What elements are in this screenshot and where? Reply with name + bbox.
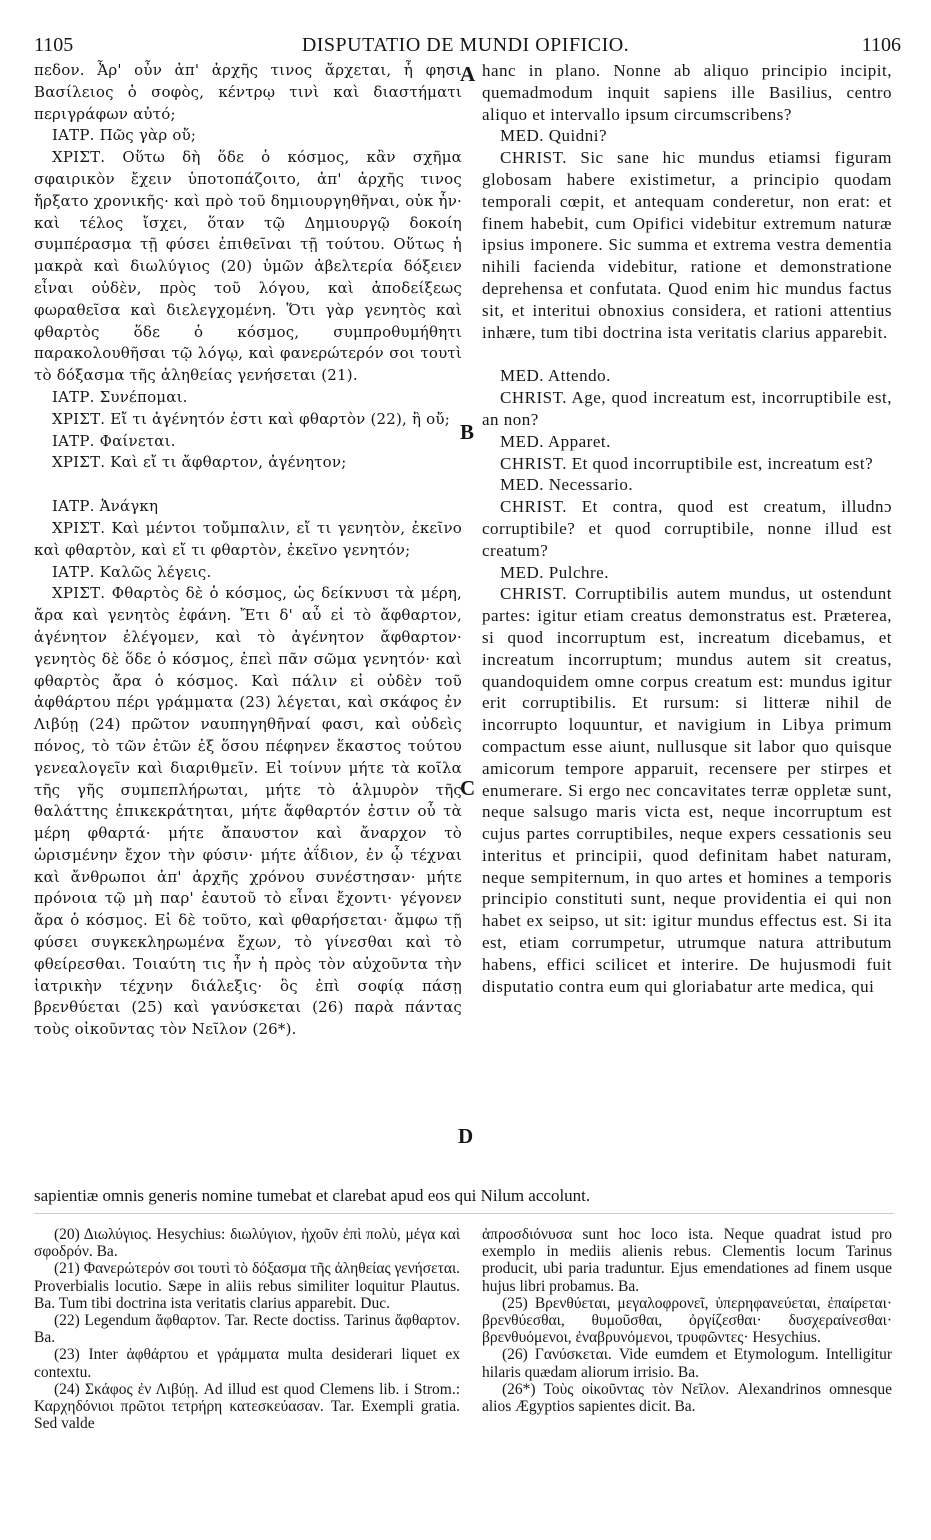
left-footnote: (20) Διωλύγιος. Hesychius: διωλύγιον, ἠχοῦν ἐπὶ πολὺ, μέγα καὶ σφοδρόν. Ba. <box>34 1226 460 1261</box>
greek-paragraph: ΧΡΙΣΤ. Φθαρτὸς δὲ ὁ κόσμος, ὡς δείκνυσι τὰ μέρη, ἄρα καὶ γενητὸς ἐφάνη. Ἔτι δ' αὖ εἰ τὸ ἄφθαρτον, ἀγένητον ἐλέγομεν, καὶ τὸ ἀγένητον ἄφθαρτον· γενητὸς δὲ ὅδε ὁ κόσμος, ἐπεὶ πᾶν σῶμα γενητόν· καὶ φθαρτὸς ἄρα ὁ κόσμος. Καὶ πάλιν εἰ οὐδὲν τοῦ ἀφθάρτου πέρι γράμματα (23) λέγεται, καὶ σκάφος ἐν Λιβύῃ (24) πρῶτον ναυπηγηθῆναί φασι, καὶ οὐδεὶς πόνος, τὸ τῶν ἐτῶν ἐξ ὅσου πέφηνεν ἕκαστος τούτου γενεαλογεῖν καὶ διαριθμεῖν. Εἰ τοίνυν μήτε τὰ κοῖλα τῆς γῆς συμπεπλήρωται, μήτε τὸ ἁλμυρὸν τῆς θαλάττης ἐπικεκράτηται, μήτε ἄφθαρτόν ἐστιν οὗ τὰ μέρη φθαρτά· μήτε ἄπαυστον καὶ ἄναρχον τὸ ὡρισμένην ἔχον τὴν φύσιν· μήτε ἀΐδιον, ἐν ᾧ τέχναι καὶ ἄνθρωποι ἀπ' ἀρχῆς χρόνου συνέστησαν· μήτε πρόνοια τῷ μὴ παρ' ἑαυτοῦ τὸ εἶναι ἔχοντι· γέγονεν ἄρα ὁ κόσμος. Εἰ δὲ τοῦτο, καὶ φθαρήσεται· ἄμφω τῇ φύσει συγκεκληρωμένα ἔχων, τὸ γίνεσθαι καὶ τὸ φθείρεσθαι. Τοιαύτη τις ἦν ἡ πρὸς τὸν αὐχοῦντα τὴν ἰατρικὴν τέχνην διάλεξις· ὃς ἐπὶ σοφίᾳ πάσῃ βρενθύεται (25) καὶ γανύσκεται (26) παρὰ πάντας τοὺς οἰκοῦντας τὸν Νεῖλον (26*). <box>34 584 462 1039</box>
latin-paragraph: MED. Attendo. <box>500 366 611 386</box>
left-footnote: (24) Σκάφος ἐν Λιβύῃ. Ad illud est quod Clemens lib. i Strom.: Καρχηδόνιοι πρῶτοι τετρήρη κατεσκεύασαν. Tar. Exempli gratia. Sed valde <box>34 1380 460 1433</box>
greek-paragraph: ΙΑΤΡ. Πῶς γὰρ οὔ; <box>52 126 197 145</box>
latin-paragraph: CHRIST. Sic sane hic mundus etiamsi figuram globosam habere existimetur, a principio quodam temporali cœpit, et antequam conderetur, non erat: et finem habebit, cum Opifici videbitur extremum naturæ ipsius imponere. Sic summa et extrema vestra dementia nihili facienda videbitur, ratione et demonstratione deprehensa et confutata. Quod enim hic mundus factus sit, et interitui obnoxius considera, et rationi attentius inhære, tum tibi doctrina ista veritatis clarius apparebit. <box>482 148 892 342</box>
latin-paragraph: MED. Pulchre. <box>500 562 609 582</box>
latin-paragraph: hanc in plano. Nonne ab aliquo principio incipit, quemadmodum inquit sapiens ille Basilius, centro aliquo et intervallo ipsum circumscribens? <box>482 61 892 124</box>
left-footnote: (23) Inter ἀφθάρτου et γράμματα multa desiderari liquet ex contextu. <box>34 1346 460 1381</box>
greek-paragraph: ΧΡΙΣΤ. Οὕτω δὴ ὅδε ὁ κόσμος, κἂν σχῆμα σφαιρικὸν ἔχειν ὑποτοπάζοιτο, ἀπ' ἀρχῆς τινος ἤρξατο χρονικῆς· καὶ πρὸ τοῦ δημιουργηθῆναι, οὐκ ἦν· καὶ τέλος ἴσχει, ὅταν τῷ Δημιουργῷ δοκοίη συμπέρασμα τῇ φύσει ἐπιθεῖναι τῇ τούτου. Οὕτως ἡ μακρὰ καὶ διωλύγιος (20) ὑμῶν ἀβελτερία δόξειεν εἶναι οὐδὲν, πρὸς τοῦ λόγου, καὶ ἀποδείξεως φωραθεῖσα καὶ διελεγχομένη. Ὅτι γὰρ γενητὸς καὶ φθαρτὸς ὅδε ὁ κόσμος, συμπροθυμήθητι παρακολουθῆσαι τῷ λόγῳ, καὶ φανερώτερόν σοι τουτὶ τὸ δόξασμα τῆς ἀληθείας γενήσεται (21). <box>34 148 462 385</box>
right-footnote: (26) Γανύσκεται. Vide eumdem et Etymologum. Intelligitur hilaris quædam aliorum irrisio. Ba. <box>482 1346 892 1381</box>
left-footnote: (21) Φανερώτερόν σοι τουτὶ τὸ δόξασμα τῆς ἀληθείας γενήσεται. Proverbialis locutio. Sæpe in aliis rebus similiter loquitur Plautus. Ba. Tum tibi doctrina ista veritatis clarius apparebit. Duc. <box>34 1260 460 1312</box>
left-footnote: (22) Legendum ἄφθαρτον. Tar. Recte doctiss. Tarinus ἄφθαρτον. Ba. <box>34 1312 460 1347</box>
margin-marker-c: C <box>460 776 476 800</box>
footnote-divider <box>34 1213 894 1214</box>
greek-paragraph: ΙΑΤΡ. Συνέπομαι. <box>52 387 188 406</box>
latin-column <box>482 60 892 997</box>
greek-paragraph: ΙΑΤΡ. Ἀνάγκη <box>52 497 159 516</box>
greek-paragraph: ΧΡΙΣΤ. Εἴ τι ἀγένητόν ἐστι καὶ φθαρτὸν (22), ἢ οὔ; <box>52 409 450 428</box>
greek-column <box>34 60 462 1041</box>
latin-paragraph: CHRIST. Et contra, quod est creatum, illudnɔ corruptibile? et quod corruptibile, nonne illud est creatum? <box>482 497 892 560</box>
greek-paragraph: πεδον. Ἆρ' οὖν ἀπ' ἀρχῆς τινος ἄρχεται, ἧ φησι Βασίλειος ὁ σοφὸς, κέντρῳ τινὶ καὶ διαστήματι περιγράφων αὐτό; <box>34 61 462 123</box>
latin-paragraph: CHRIST. Corruptibilis autem mundus, ut ostendunt partes: igitur etiam creatus demonstratus est. Præterea, si quod incorruptum est, increatum dicebamus, et increatum incorruptum; mundus autem sit creatus, quandoquidem omne corpus creatum est: mundus igitur erit corruptibilis. Et rursum: si litteræ nihil de incorrupto loquuntur, et navigium in Libya primum compactum esse aiunt, nullusque sit labor quo quisque amicorum tempore apparuit, recensere per stirpes et enumerare. Si ergo nec concavitates terræ oppletæ sunt, neque salsugo maris victa est, neque incorruptum est cujus partes corruptibiles, neque expers cessationis seu interitus et principii, quod definitam habet naturam, neque sempiternum, in quo artes et homines a temporis principio constituti sunt, neque providentia ei qui non habet ex seipso, ut sit: igitur mundus effectus est. Si ita est, etiam corrumpetur, utrumque natura attributum habens, effici scilicet et interire. De hujusmodi fuit disputatio contra eum qui gloriabatur arte medica, qui <box>482 584 892 996</box>
greek-paragraph: ΙΑΤΡ. Καλῶς λέγεις. <box>52 562 212 581</box>
page-number-left: 1105 <box>34 34 74 56</box>
right-footnote: ἀπροσδιόνυσα sunt hoc loco ista. Neque quadrat istud pro exemplo in mediis alienis rebus. Clementis locum Tarinus producit, ubi paria traduntur. Ejus emendationes ad finem usque hujus libri probamus. Ba. <box>482 1226 892 1295</box>
latin-paragraph: CHRIST. Et quod incorruptibile est, increatum est? <box>500 453 874 473</box>
latin-closing-line: sapientiæ omnis generis nomine tumebat et clarebat apud eos qui Nilum accolunt. <box>34 1186 591 1205</box>
margin-marker-d: D <box>458 1124 474 1148</box>
greek-paragraph: ΧΡΙΣΤ. Καὶ εἴ τι ἄφθαρτον, ἀγένητον; <box>52 453 347 472</box>
latin-paragraph: MED. Apparet. <box>500 431 611 451</box>
greek-paragraph: ΧΡΙΣΤ. Καὶ μέντοι τοὔμπαλιν, εἴ τι γενητὸν, ἐκεῖνο καὶ φθαρτὸν, καὶ εἴ τι φθαρτὸν, ἐκεῖνο γενητόν; <box>34 518 462 559</box>
margin-marker-b: B <box>460 420 475 444</box>
right-footnote: (26*) Τοὺς οἰκοῦντας τὸν Νεῖλον. Alexandrinos omnesque alios Ægyptios sapientes dicit. Ba. <box>482 1380 892 1416</box>
latin-paragraph: MED. Quidni? <box>500 126 608 146</box>
footnotes-left <box>34 1226 460 1432</box>
running-title: DISPUTATIO DE MUNDI OPIFICIO. <box>301 34 630 56</box>
latin-spacer <box>482 343 892 365</box>
page-number-right: 1106 <box>861 34 901 56</box>
latin-paragraph: MED. Necessario. <box>500 475 634 495</box>
latin-paragraph: CHRIST. Age, quod increatum est, incorruptibile est, an non? <box>482 388 892 429</box>
margin-marker-a: A <box>460 62 476 86</box>
greek-spacer <box>34 474 462 496</box>
footnotes-right <box>482 1226 892 1415</box>
greek-paragraph: ΙΑΤΡ. Φαίνεται. <box>52 431 176 450</box>
right-footnote: (25) Βρενθύεται, μεγαλοφρονεῖ, ὑπερηφανεύεται, ἐπαίρεται· βρενθύεσθαι, θυμοῦσθαι, ὀργίζεσθαι· δυσχεραίνεσθαι· βρενθυόμενοι, ἐναβρυνόμενοι, τρυφῶντες· Hesychius. <box>482 1294 892 1347</box>
